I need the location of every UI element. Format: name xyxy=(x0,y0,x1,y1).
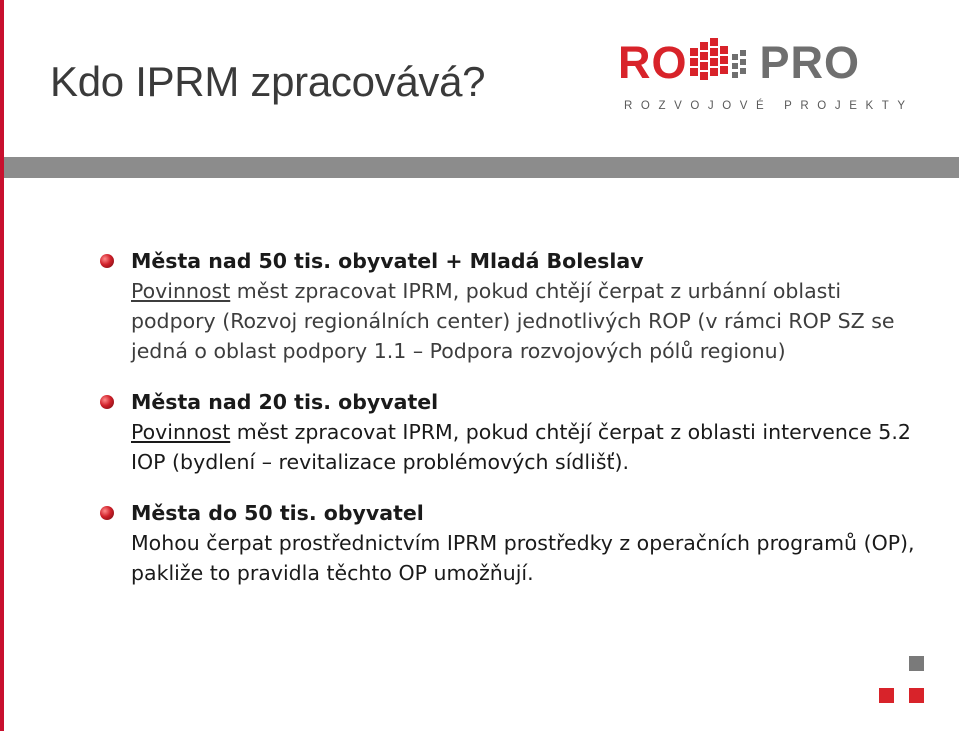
logo-word-left: RO xyxy=(618,37,688,88)
section-body: měst zpracovat IPRM, pokud chtějí čerpat z urbánní oblasti podpory (Rozvoj regionálních center) jednotlivých ROP (v rámci ROP SZ se jedná o oblast podpory 1.1 – Podpora rozvojových pólů regionu) xyxy=(131,279,895,363)
section-heading: Města nad 20 tis. obyvatel xyxy=(131,390,439,414)
section-text xyxy=(131,276,920,366)
corner-square xyxy=(879,688,894,703)
section-text xyxy=(131,528,920,588)
page-title: Kdo IPRM zpracovává? xyxy=(50,58,486,105)
section-lead: Povinnost xyxy=(131,420,231,444)
bullet-list xyxy=(100,246,920,609)
corner-square xyxy=(909,688,924,703)
section-body: měst zpracovat IPRM, pokud chtějí čerpat z oblasti intervence 5.2 IOP (bydlení – revitalizace problémových sídlišť). xyxy=(131,420,911,474)
list-item xyxy=(100,246,920,366)
logo-grid-icon xyxy=(690,38,752,90)
ropro-logo xyxy=(618,36,923,116)
section-text xyxy=(131,417,920,477)
section-heading: Města do 50 tis. obyvatel xyxy=(131,501,424,525)
bullet-icon xyxy=(100,506,114,520)
corner-square xyxy=(909,656,924,671)
section-lead: Povinnost xyxy=(131,279,231,303)
left-accent-rule xyxy=(0,0,4,731)
header-divider-bar xyxy=(4,157,959,178)
list-item xyxy=(100,498,920,588)
section-body: Mohou čerpat prostřednictvím IPRM prostředky z operačních programů (OP), pakliže to pravidla těchto OP umožňují. xyxy=(131,531,915,585)
logo-tagline: ROZVOJOVÉ PROJEKTY xyxy=(624,100,914,112)
list-item xyxy=(100,387,920,477)
bullet-icon xyxy=(100,254,114,268)
section-heading: Města nad 50 tis. obyvatel + Mladá Boleslav xyxy=(131,249,644,273)
logo-word-right: PRO xyxy=(759,37,861,88)
bullet-icon xyxy=(100,395,114,409)
